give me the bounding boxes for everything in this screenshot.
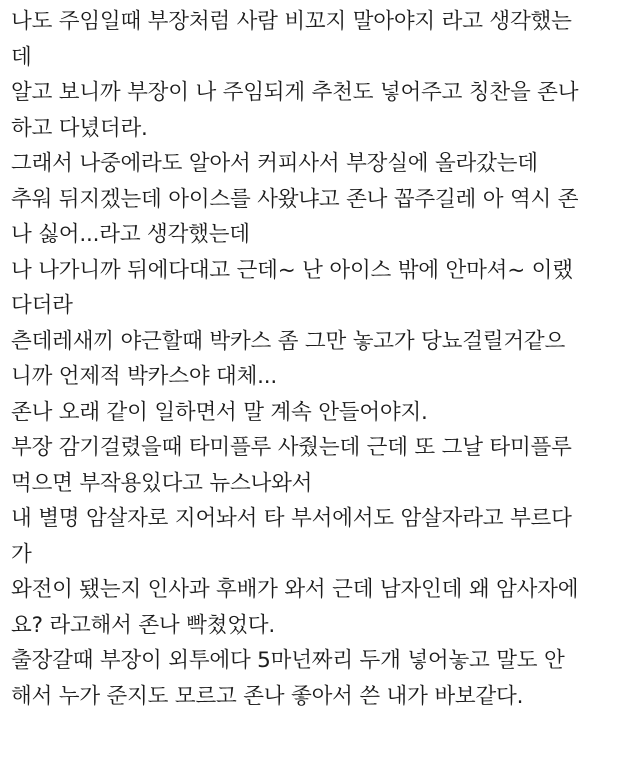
text-line: 니까 언제적 박카스야 대체... (11, 364, 278, 389)
text-line: 먹으면 부작용있다고 뉴스나와서 (11, 470, 313, 496)
text-line: 요? 라고해서 존나 빡쳤었다. (11, 612, 276, 638)
text-line: 추워 뒤지겠는데 아이스를 사왔냐고 존나 꼽주길레 아 역시 존 (11, 186, 579, 212)
text-line: 출장갈때 부장이 외투에다 5마넌짜리 두개 넣어놓고 말도 안 (11, 648, 565, 673)
text-line: 나 싫어...라고 생각했는데 (11, 222, 250, 247)
text-line: 츤데레새끼 야근할때 박카스 좀 그만 놓고가 당뇨걸릴거같으 (11, 328, 566, 354)
text-line: 하고 다녔더라. (11, 115, 148, 141)
text-line: 와전이 됐는지 인사과 후배가 와서 근데 남자인데 왜 암사자에 (11, 577, 579, 602)
text-line: 다더라 (11, 293, 73, 318)
text-line: 그래서 나중에라도 알아서 커피사서 부장실에 올라갔는데 (11, 151, 538, 176)
text-line: 존나 오래 같이 일하면서 말 계속 안들어야지. (11, 399, 428, 425)
text-line: 나도 주임일때 부장처럼 사람 비꼬지 말아야지 라고 생각했는 (11, 9, 572, 34)
text-line: 나 나가니까 뒤에다대고 근데~ 난 아이스 밖에 안마셔~ 이랬 (11, 257, 573, 283)
text-line: 내 별명 암살자로 지어놔서 타 부서에서도 암살자라고 부르다 (11, 506, 572, 531)
text-line: 가 (11, 541, 32, 567)
text-line: 해서 누가 준지도 모르고 존나 좋아서 쓴 내가 바보같다. (11, 683, 524, 709)
text-line: 데 (11, 44, 32, 70)
text-line: 알고 보니까 부장이 나 주임되게 추천도 넣어주고 칭찬을 존나 (11, 80, 579, 105)
text-line: 부장 감기걸렸을때 타미플루 사줬는데 근데 또 그날 타미플루 (11, 435, 572, 460)
